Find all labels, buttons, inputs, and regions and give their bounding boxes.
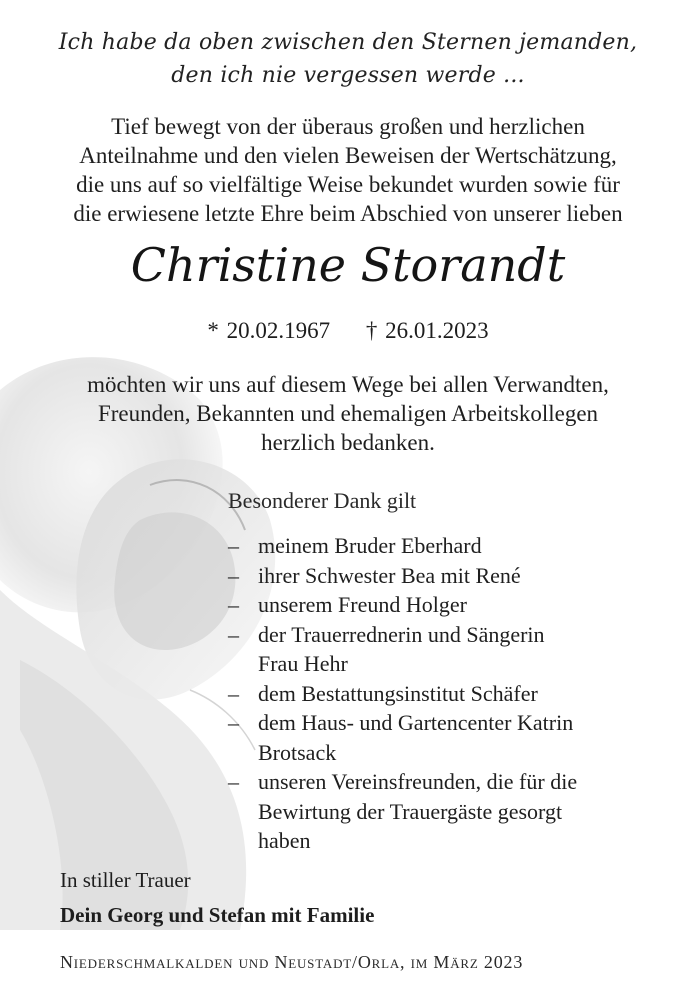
message-line-2: Freunden, Bekannten und ehemaligen Arbeitskollegen — [97, 401, 599, 426]
place-date-line: Niederschmalkalden und Neustadt/Orla, im März 2023 — [60, 952, 524, 972]
death-date: † 26.01.2023 — [365, 318, 489, 343]
dash-bullet: – — [228, 592, 239, 617]
thanks-intro: Besonderer Dank gilt — [228, 488, 417, 513]
list-item — [228, 708, 668, 767]
list-item-text: der Trauerrednerin und Sängerin — [258, 621, 545, 647]
message-line-3: herzlich bedanken. — [261, 430, 435, 455]
list-item-text: unseren Vereinsfreunden, die für die — [258, 769, 578, 794]
list-item-text: Bewirtung der Trauergäste gesorgt — [258, 798, 563, 824]
poem-line-1: Ich habe da oben zwischen den Sternen jemanden, — [58, 30, 638, 55]
list-item-text: unserem Freund Holger — [258, 592, 467, 617]
list-item-text: haben — [258, 828, 311, 853]
intro-line-2: Anteilnahme und den vielen Beweisen der Wertschätzung, — [79, 143, 617, 168]
dash-bullet: – — [228, 562, 239, 588]
intro-paragraph — [0, 112, 696, 228]
life-dates — [0, 318, 696, 344]
signature-intro: In stiller Trauer — [60, 868, 191, 892]
message-line-1: möchten wir uns auf diesem Wege bei allen Verwandten, — [87, 372, 609, 397]
list-item-text: Brotsack — [258, 739, 337, 765]
list-item — [228, 767, 668, 856]
list-item-text: ihrer Schwester Bea mit René — [258, 562, 521, 588]
dash-bullet: – — [228, 680, 239, 706]
list-item-text: Frau Hehr — [258, 651, 348, 676]
birth-date: * 20.02.1967 — [207, 318, 331, 343]
dash-bullet: – — [228, 533, 239, 558]
intro-line-3: die uns auf so vielfältige Weise bekundet wurden sowie für — [76, 172, 620, 197]
message-paragraph — [0, 370, 696, 457]
poem-line-2: den ich nie vergessen werde ... — [171, 63, 525, 88]
list-item-text: meinem Bruder Eberhard — [258, 533, 482, 558]
list-item — [228, 679, 668, 709]
deceased-name: Christine Storandt — [130, 238, 566, 292]
list-item-text: dem Haus- und Gartencenter Katrin — [258, 710, 574, 735]
list-item — [228, 561, 668, 591]
dash-bullet: – — [228, 710, 239, 735]
list-item — [228, 590, 668, 620]
intro-line-1: Tief bewegt von der überaus großen und herzlichen — [111, 114, 585, 139]
dash-bullet: – — [228, 769, 239, 794]
list-item — [228, 531, 668, 561]
list-item-text: dem Bestattungsinstitut Schäfer — [258, 680, 538, 706]
thanks-list — [228, 531, 668, 856]
list-item — [228, 620, 668, 679]
intro-line-4: die erwiesene letzte Ehre beim Abschied von unserer lieben — [73, 201, 623, 226]
signature-names: Dein Georg und Stefan mit Familie — [60, 903, 375, 927]
dash-bullet: – — [228, 621, 239, 647]
